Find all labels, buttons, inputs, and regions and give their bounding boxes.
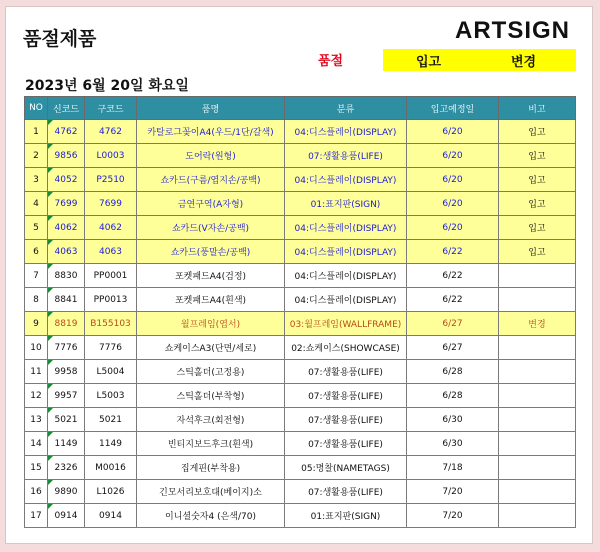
- cell-eta[interactable]: 6/20: [407, 168, 499, 192]
- legend-incoming: 입고: [416, 55, 442, 70]
- cell-category[interactable]: 02:쇼케이스(SHOWCASE): [285, 336, 407, 360]
- cell-new-code[interactable]: 4052: [48, 168, 85, 192]
- table-header-row: [25, 97, 576, 120]
- cell-note[interactable]: [499, 384, 576, 408]
- legend-highlight-box: [383, 49, 576, 71]
- cell-category[interactable]: 07:생활용품(LIFE): [285, 360, 407, 384]
- cell-note[interactable]: 입고: [499, 168, 576, 192]
- cell-product-name[interactable]: 자석후크(회전형): [137, 408, 285, 432]
- cell-note[interactable]: 입고: [499, 144, 576, 168]
- cell-note[interactable]: [499, 288, 576, 312]
- cell-category[interactable]: 04:디스플레이(DISPLAY): [285, 240, 407, 264]
- cell-new-code[interactable]: 8841: [48, 288, 85, 312]
- cell-new-code[interactable]: 9856: [48, 144, 85, 168]
- cell-product-name[interactable]: 월프레임(엽서): [137, 312, 285, 336]
- cell-note[interactable]: [499, 432, 576, 456]
- cell-category[interactable]: 04:디스플레이(DISPLAY): [285, 288, 407, 312]
- column-header-no[interactable]: NO: [25, 97, 48, 120]
- cell-new-code[interactable]: 4062: [48, 216, 85, 240]
- cell-old-code[interactable]: 1149: [85, 432, 137, 456]
- cell-no[interactable]: 13: [25, 408, 48, 432]
- cell-product-name[interactable]: 쇼케이스A3(단면/세로): [137, 336, 285, 360]
- cell-new-code[interactable]: 9958: [48, 360, 85, 384]
- cell-category[interactable]: 04:디스플레이(DISPLAY): [285, 216, 407, 240]
- cell-new-code[interactable]: 7699: [48, 192, 85, 216]
- cell-old-code[interactable]: L5003: [85, 384, 137, 408]
- table-row: [25, 288, 576, 312]
- cell-no[interactable]: 7: [25, 264, 48, 288]
- column-header-old-code[interactable]: 구코드: [85, 97, 137, 120]
- table-row: [25, 264, 576, 288]
- table-row: [25, 336, 576, 360]
- cell-old-code[interactable]: 5021: [85, 408, 137, 432]
- cell-eta[interactable]: 6/22: [407, 288, 499, 312]
- column-header-note[interactable]: 비고: [499, 97, 576, 120]
- table-row: [25, 144, 576, 168]
- cell-note[interactable]: [499, 456, 576, 480]
- cell-note[interactable]: 입고: [499, 120, 576, 144]
- cell-no[interactable]: 6: [25, 240, 48, 264]
- table-row: [25, 168, 576, 192]
- cell-note[interactable]: 입고: [499, 192, 576, 216]
- cell-product-name[interactable]: 스틱홀더(고정용): [137, 360, 285, 384]
- cell-old-code[interactable]: PP0001: [85, 264, 137, 288]
- cell-old-code[interactable]: 7776: [85, 336, 137, 360]
- cell-note[interactable]: 변경: [499, 312, 576, 336]
- table-row: [25, 192, 576, 216]
- cell-new-code[interactable]: 9890: [48, 480, 85, 504]
- cell-eta[interactable]: 6/22: [407, 264, 499, 288]
- soldout-table: [24, 96, 576, 528]
- cell-old-code[interactable]: 7699: [85, 192, 137, 216]
- cell-product-name[interactable]: 포켓패드A4(흰색): [137, 288, 285, 312]
- cell-product-name[interactable]: 긴모서리보호대(베이지)소: [137, 480, 285, 504]
- cell-no[interactable]: 15: [25, 456, 48, 480]
- cell-product-name[interactable]: 스틱홀더(부착형): [137, 384, 285, 408]
- cell-category[interactable]: 01:표지판(SIGN): [285, 192, 407, 216]
- cell-note[interactable]: [499, 336, 576, 360]
- cell-new-code[interactable]: 9957: [48, 384, 85, 408]
- cell-eta[interactable]: 6/30: [407, 432, 499, 456]
- cell-no[interactable]: 14: [25, 432, 48, 456]
- cell-old-code[interactable]: L0003: [85, 144, 137, 168]
- cell-old-code[interactable]: B155103: [85, 312, 137, 336]
- cell-note[interactable]: [499, 504, 576, 528]
- cell-old-code[interactable]: 4063: [85, 240, 137, 264]
- cell-old-code[interactable]: P2510: [85, 168, 137, 192]
- cell-old-code[interactable]: L1026: [85, 480, 137, 504]
- cell-note[interactable]: [499, 408, 576, 432]
- table-row: [25, 384, 576, 408]
- table-row: [25, 408, 576, 432]
- column-header-eta[interactable]: 입고예정일: [407, 97, 499, 120]
- cell-eta[interactable]: 6/20: [407, 192, 499, 216]
- cell-category[interactable]: 03:월프레임(WALLFRAME): [285, 312, 407, 336]
- table-row: [25, 120, 576, 144]
- cell-no[interactable]: 3: [25, 168, 48, 192]
- cell-no[interactable]: 8: [25, 288, 48, 312]
- cell-category[interactable]: 07:생활용품(LIFE): [285, 384, 407, 408]
- cell-note[interactable]: [499, 264, 576, 288]
- cell-old-code[interactable]: PP0013: [85, 288, 137, 312]
- cell-new-code[interactable]: 7776: [48, 336, 85, 360]
- table-row: [25, 456, 576, 480]
- cell-new-code[interactable]: 5021: [48, 408, 85, 432]
- table-row: [25, 240, 576, 264]
- cell-product-name[interactable]: 쇼카드(구름/엽지손/공백): [137, 168, 285, 192]
- cell-no[interactable]: 2: [25, 144, 48, 168]
- cell-category[interactable]: 04:디스플레이(DISPLAY): [285, 264, 407, 288]
- cell-new-code[interactable]: 1149: [48, 432, 85, 456]
- cell-no[interactable]: 11: [25, 360, 48, 384]
- cell-eta[interactable]: 6/20: [407, 120, 499, 144]
- cell-new-code[interactable]: 4762: [48, 120, 85, 144]
- cell-no[interactable]: 4: [25, 192, 48, 216]
- cell-category[interactable]: 07:생활용품(LIFE): [285, 480, 407, 504]
- cell-new-code[interactable]: 8830: [48, 264, 85, 288]
- legend-changed: 변경: [511, 55, 537, 70]
- cell-product-name[interactable]: 포켓패드A4(검정): [137, 264, 285, 288]
- cell-old-code[interactable]: M0016: [85, 456, 137, 480]
- cell-new-code[interactable]: 4063: [48, 240, 85, 264]
- cell-eta[interactable]: 7/20: [407, 480, 499, 504]
- cell-eta[interactable]: 6/28: [407, 360, 499, 384]
- table-row: [25, 504, 576, 528]
- cell-eta[interactable]: 6/28: [407, 384, 499, 408]
- cell-category[interactable]: 05:명찰(NAMETAGS): [285, 456, 407, 480]
- cell-note[interactable]: 입고: [499, 216, 576, 240]
- table-row: [25, 312, 576, 336]
- page-title: 품절제품: [23, 28, 97, 50]
- cell-eta[interactable]: 6/27: [407, 312, 499, 336]
- cell-no[interactable]: 9: [25, 312, 48, 336]
- cell-no[interactable]: 5: [25, 216, 48, 240]
- report-date: 2023년 6월 20일 화요일: [25, 78, 189, 94]
- cell-no[interactable]: 12: [25, 384, 48, 408]
- cell-category[interactable]: 01:표지판(SIGN): [285, 504, 407, 528]
- cell-product-name[interactable]: 쇼카드(V자손/공백): [137, 216, 285, 240]
- table-row: [25, 216, 576, 240]
- cell-product-name[interactable]: 금연구역(A자형): [137, 192, 285, 216]
- cell-eta[interactable]: 7/18: [407, 456, 499, 480]
- cell-note[interactable]: [499, 360, 576, 384]
- cell-product-name[interactable]: 카탈로그꽂이A4(우드/1단/갈색): [137, 120, 285, 144]
- cell-eta[interactable]: 6/20: [407, 216, 499, 240]
- cell-category[interactable]: 07:생활용품(LIFE): [285, 144, 407, 168]
- cell-old-code[interactable]: 0914: [85, 504, 137, 528]
- brand-logo: ARTSIGN: [455, 17, 570, 44]
- table-row: [25, 432, 576, 456]
- cell-note[interactable]: 입고: [499, 240, 576, 264]
- cell-eta[interactable]: 6/30: [407, 408, 499, 432]
- cell-product-name[interactable]: 빈티지보드후크(흰색): [137, 432, 285, 456]
- cell-category[interactable]: 04:디스플레이(DISPLAY): [285, 168, 407, 192]
- cell-no[interactable]: 16: [25, 480, 48, 504]
- cell-note[interactable]: [499, 480, 576, 504]
- cell-product-name[interactable]: 쇼카드(풍말손/공백): [137, 240, 285, 264]
- table-row: [25, 480, 576, 504]
- cell-eta[interactable]: 6/27: [407, 336, 499, 360]
- cell-no[interactable]: 17: [25, 504, 48, 528]
- legend-soldout: 품절: [318, 54, 344, 69]
- cell-new-code[interactable]: 2326: [48, 456, 85, 480]
- cell-product-name[interactable]: 이니셜숫자4 (은색/70): [137, 504, 285, 528]
- column-header-new-code[interactable]: 신코드: [48, 97, 85, 120]
- table-body: [25, 120, 576, 528]
- table-row: [25, 360, 576, 384]
- cell-old-code[interactable]: L5004: [85, 360, 137, 384]
- cell-category[interactable]: 07:생활용품(LIFE): [285, 408, 407, 432]
- column-header-product-name[interactable]: 품명: [137, 97, 285, 120]
- cell-no[interactable]: 10: [25, 336, 48, 360]
- cell-old-code[interactable]: 4062: [85, 216, 137, 240]
- cell-eta[interactable]: 6/20: [407, 144, 499, 168]
- cell-eta[interactable]: 7/20: [407, 504, 499, 528]
- cell-new-code[interactable]: 0914: [48, 504, 85, 528]
- cell-no[interactable]: 1: [25, 120, 48, 144]
- cell-product-name[interactable]: 집게핀(부착용): [137, 456, 285, 480]
- column-header-category[interactable]: 분류: [285, 97, 407, 120]
- cell-eta[interactable]: 6/22: [407, 240, 499, 264]
- cell-new-code[interactable]: 8819: [48, 312, 85, 336]
- cell-category[interactable]: 04:디스플레이(DISPLAY): [285, 120, 407, 144]
- cell-old-code[interactable]: 4762: [85, 120, 137, 144]
- cell-category[interactable]: 07:생활용품(LIFE): [285, 432, 407, 456]
- cell-product-name[interactable]: 도어락(원형): [137, 144, 285, 168]
